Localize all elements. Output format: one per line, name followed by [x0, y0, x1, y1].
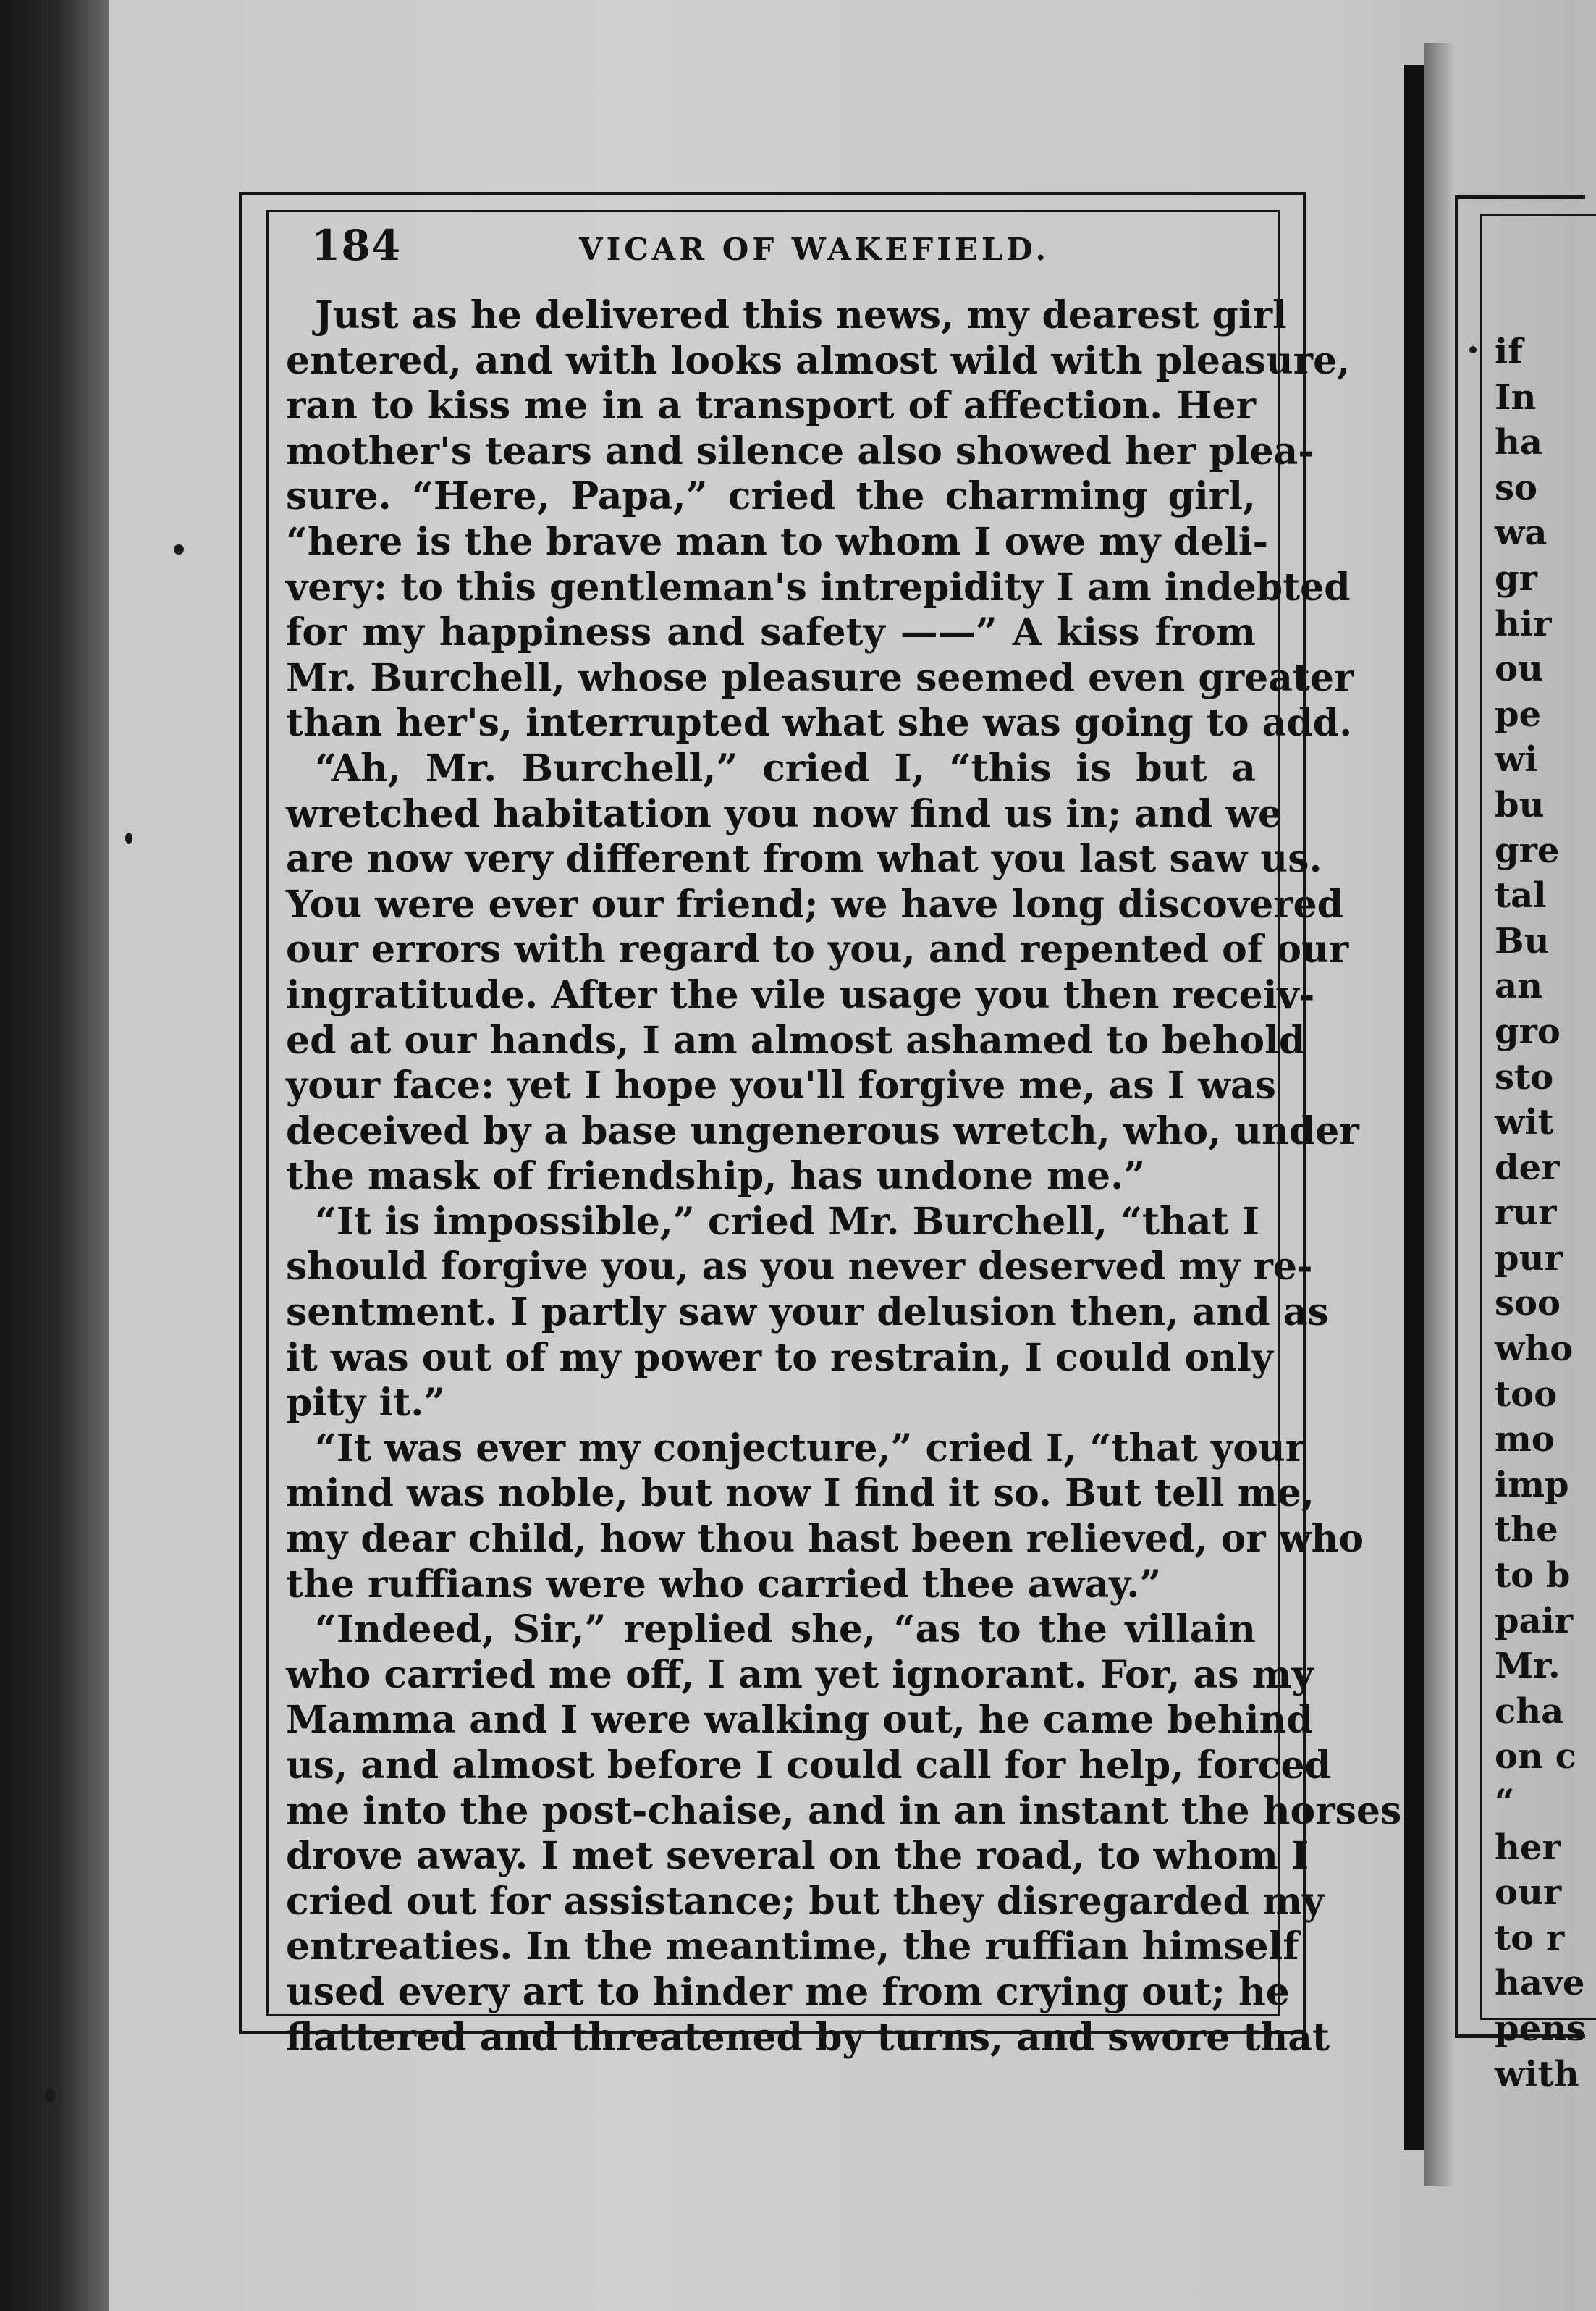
next-page-line-fragment: cha — [1495, 1691, 1564, 1732]
text-line: mother's tears and silence also showed her plea- — [286, 429, 1314, 473]
next-page-line-fragment: wit — [1495, 1102, 1554, 1143]
text-line: “Ah, Mr. Burchell,” cried I, “this is but a — [315, 746, 1256, 791]
next-page-line-fragment: pe — [1495, 694, 1542, 735]
next-page-line-fragment: to r — [1495, 1917, 1565, 1958]
text-line: me into the post-chaise, and in an instant the horses — [286, 1788, 1402, 1833]
next-page-line-fragment: ou — [1495, 649, 1543, 690]
text-line: sentment. I partly saw your delusion then, and as — [286, 1290, 1329, 1335]
text-line: for my happiness and safety ——” A kiss from — [286, 610, 1256, 655]
next-page-line-fragment: soo — [1495, 1283, 1561, 1324]
page-header — [311, 217, 1274, 282]
text-line: the mask of friendship, has undone me.” — [286, 1154, 1146, 1199]
text-line: deceived by a base ungenerous wretch, who, under — [286, 1108, 1359, 1153]
next-page-line-fragment: rur — [1495, 1192, 1557, 1234]
text-line: You were ever our friend; we have long discovered — [286, 882, 1344, 927]
next-page-line-fragment: wi — [1495, 739, 1538, 780]
text-line: wretched habitation you now find us in; and we — [286, 791, 1283, 836]
text-line: ran to kiss me in a transport of affection. Her — [286, 384, 1256, 429]
next-page-line-fragment: with — [1495, 2053, 1579, 2095]
next-page-line-fragment: gro — [1495, 1011, 1561, 1052]
text-line: your face: yet I hope you'll forgive me, as I was — [286, 1064, 1276, 1108]
text-line: used every art to hinder me from crying out; he — [286, 1969, 1290, 2014]
text-line: than her's, interrupted what she was going to add. — [286, 701, 1353, 746]
text-line: entered, and with looks almost wild with pleasure, — [286, 338, 1351, 383]
next-page-line-fragment: her — [1495, 1827, 1561, 1868]
text-line: are now very different from what you last saw us. — [286, 837, 1322, 882]
next-page-line-fragment: der — [1495, 1147, 1560, 1188]
next-page-line-fragment: have — [1495, 1963, 1585, 2004]
next-page-line-fragment: so — [1495, 467, 1538, 508]
next-page-line-fragment: ha — [1495, 422, 1542, 463]
next-page-line-fragment: too — [1495, 1373, 1558, 1415]
text-line: it was out of my power to restrain, I could only — [286, 1335, 1273, 1380]
text-line: Mamma and I were walking out, he came behind — [286, 1698, 1313, 1743]
next-page-line-fragment: gre — [1495, 830, 1560, 871]
next-page-line-fragment: an — [1495, 966, 1542, 1007]
text-line: flattered and threatened by turns, and swore that — [286, 2015, 1330, 2060]
text-line: mind was noble, but now I find it so. But tell me, — [286, 1471, 1314, 1516]
text-line: very: to this gentleman's intrepidity I am indebted — [286, 565, 1351, 610]
text-line: should forgive you, as you never deserved my re- — [286, 1245, 1313, 1289]
next-page-line-fragment: Mr. — [1495, 1646, 1561, 1687]
running-head: VICAR OF WAKEFIELD. — [579, 232, 1050, 267]
body-text — [286, 293, 1402, 2060]
next-page-line-fragment: wa — [1495, 513, 1548, 554]
scan-speck — [174, 544, 184, 555]
text-line: Mr. Burchell, whose pleasure seemed even greater — [286, 655, 1354, 700]
next-page-line-fragment: to b — [1495, 1555, 1571, 1596]
page-gutter — [1404, 65, 1424, 2150]
next-page-line-fragment: gr — [1495, 557, 1537, 599]
next-page-line-fragment: if — [1495, 332, 1523, 372]
next-page-line-fragment: In — [1495, 376, 1537, 418]
gutter-shadow — [1424, 43, 1453, 2186]
text-line: cried out for assistance; but they disregarded my — [286, 1879, 1325, 1924]
scan-speck — [45, 2089, 55, 2103]
text-line: ingratitude. After the vile usage you then receiv- — [286, 972, 1315, 1017]
text-line: “Indeed, Sir,” replied she, “as to the villain — [315, 1607, 1256, 1652]
page-number: 184 — [311, 221, 402, 270]
scan-speck — [125, 833, 132, 844]
left-book-edge — [0, 0, 109, 2311]
text-line: the ruffians were who carried thee away.” — [286, 1562, 1162, 1607]
next-page-cropped-text — [1495, 329, 1587, 2097]
text-line: “here is the brave man to whom I owe my deli- — [286, 519, 1269, 564]
text-line: “It is impossible,” cried Mr. Burchell, “that I — [315, 1199, 1259, 1244]
text-line: drove away. I met several on the road, to whom I — [286, 1834, 1309, 1879]
text-line: sure. “Here, Papa,” cried the charming girl, — [286, 474, 1256, 519]
next-page-line-fragment: tal — [1495, 875, 1547, 917]
text-line: who carried me off, I am yet ignorant. For, as my — [286, 1652, 1314, 1697]
next-page-line-fragment: pair — [1495, 1600, 1574, 1641]
next-page-line-fragment: pens — [1495, 2008, 1587, 2049]
next-page-line-fragment: the — [1495, 1510, 1558, 1551]
next-page-line-fragment: on c — [1495, 1736, 1576, 1777]
next-page-line-fragment: Bu — [1495, 920, 1550, 961]
next-page-line-fragment: who — [1495, 1329, 1574, 1370]
text-line: “It was ever my conjecture,” cried I, “that your — [315, 1426, 1306, 1470]
text-line: us, and almost before I could call for help, forced — [286, 1743, 1331, 1788]
next-page-line-fragment: imp — [1495, 1464, 1569, 1505]
next-page-line-fragment: “ — [1495, 1782, 1515, 1822]
text-line: ed at our hands, I am almost ashamed to behold — [286, 1018, 1306, 1063]
text-line: entreaties. In the meantime, the ruffian himself — [286, 1924, 1299, 1969]
next-page-line-fragment: hir — [1495, 603, 1552, 644]
next-page-line-fragment: mo — [1495, 1419, 1555, 1460]
next-page-line-fragment: bu — [1495, 784, 1545, 825]
next-page-line-fragment: sto — [1495, 1056, 1554, 1098]
text-line: my dear child, how thou hast been relieved, or who — [286, 1517, 1364, 1562]
next-page-line-fragment: pur — [1495, 1237, 1563, 1279]
text-line: Just as he delivered this news, my dearest girl — [315, 293, 1287, 337]
text-line: pity it.” — [286, 1381, 446, 1426]
scan-speck — [1469, 346, 1477, 353]
text-line: our errors with regard to you, and repented of our — [286, 927, 1349, 972]
next-page-line-fragment: our — [1495, 1872, 1562, 1914]
